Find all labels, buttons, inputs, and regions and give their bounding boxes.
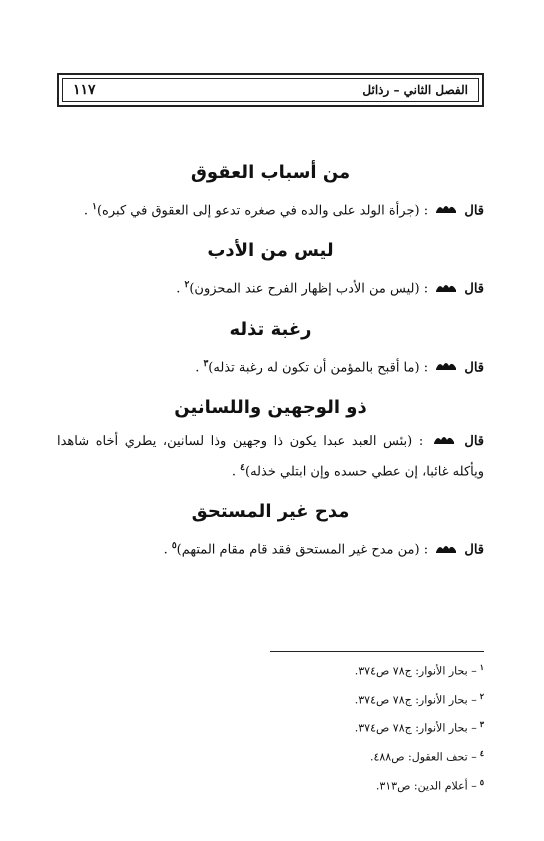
separator: : [423,542,429,558]
saying-text: (ليس من الأدب إظهار الفرح عند المحزون) [189,281,420,297]
footnote-text: – بحار الأنوار: ج٧٨ ص٣٧٤. [354,721,477,735]
saying: قال : (جرأة الولد على والده في صغره تدعو إلى العقوق في كبره)$^١$ . [83,202,484,219]
footnote-1 [270,655,484,684]
said-label: قال [464,542,484,558]
section-title: مدح غير المستحق [191,501,350,523]
separator: : [423,203,429,219]
footnote-number: ٣ [479,719,484,730]
saying: قال : (ما أقبح بالمؤمن أن تكون له رغبة تذله)$^٣$ . [195,358,484,375]
section-2 [57,238,484,302]
page-body [57,160,484,564]
saying: قال : (بئس العبد عبدا يكون ذا وجهين وذا لسانين، يطري أخاه شاهدا ويأكله غائبا، إن عطي حسده وإن ابتلي خذله)$^٤$ . [57,433,484,480]
footnote-ref: ١ [92,202,97,212]
running-header [57,73,484,107]
footnote-ref: ٥ [171,541,177,552]
salutation-glyph-icon [435,281,457,294]
page-number: ١١٧ [73,82,96,98]
said-label: قال [464,203,484,219]
saying-text: (من مدح غير المستحق فقد قام مقام المتهم) [176,542,420,558]
section-5 [57,499,484,563]
salutation-glyph-icon [435,202,457,215]
saying-text: (ما أقبح بالمؤمن أن تكون له رغبة تذله) [208,359,420,375]
footnote-number: ١ [479,662,484,672]
footnote-divider [270,651,484,652]
said-label: قال [464,359,484,375]
section-title: رغبة تذله [229,318,312,340]
footnote-ref: ٣ [203,358,209,369]
footnote-5 [270,770,484,799]
section-title: ذو الوجهين واللسانين [174,396,367,418]
salutation-glyph-icon [435,542,457,555]
salutation-glyph-icon [435,359,457,372]
separator: : [423,359,429,375]
said-label: قال [464,281,484,297]
footnote-text: – أعلام الدين: ص٣١٣. [375,779,477,793]
footnote-text: – بحار الأنوار: ج٧٨ ص٣٧٤. [354,693,477,707]
chapter-title: الفصل الثاني – رذائل [362,83,468,97]
section-title: ليس من الأدب [207,240,334,262]
footnote-number: ٤ [479,747,484,758]
footnote-4 [270,741,484,770]
footnote-ref: ٢ [184,280,190,291]
salutation-glyph-icon [433,433,455,446]
separator: : [423,281,429,297]
footnote-number: ٢ [479,690,484,701]
said-label: قال [464,433,484,449]
saying-text: (جرأة الولد على والده في صغره تدعو إلى العقوق في كبره) [96,203,420,219]
footnote-number: ٥ [479,776,484,787]
saying: قال : (من مدح غير المستحق فقد قام مقام المتهم)$^٥$ . [163,541,484,558]
footnotes [270,655,484,798]
footnote-2 [270,684,484,713]
footnote-text: – تحف العقول: ص٤٨٨. [369,750,477,764]
section-title: من أسباب العقوق [190,162,351,183]
separator: : [418,433,424,449]
section-4 [57,395,484,485]
section-3 [57,317,484,381]
saying: قال : (ليس من الأدب إظهار الفرح عند المحزون)$^٢$ . [176,280,484,297]
footnote-ref: ٤ [240,462,246,473]
footnote-3 [270,712,484,741]
footnote-text: – بحار الأنوار: ج٧٨ ص٣٧٤. [354,664,477,678]
saying-text: (بئس العبد عبدا يكون ذا وجهين وذا لسانين، يطري أخاه شاهدا ويأكله غائبا، إن عطي حسده وإن ابتلي خذله) [57,433,484,480]
section-1 [57,160,484,224]
running-header-frame [62,78,479,102]
